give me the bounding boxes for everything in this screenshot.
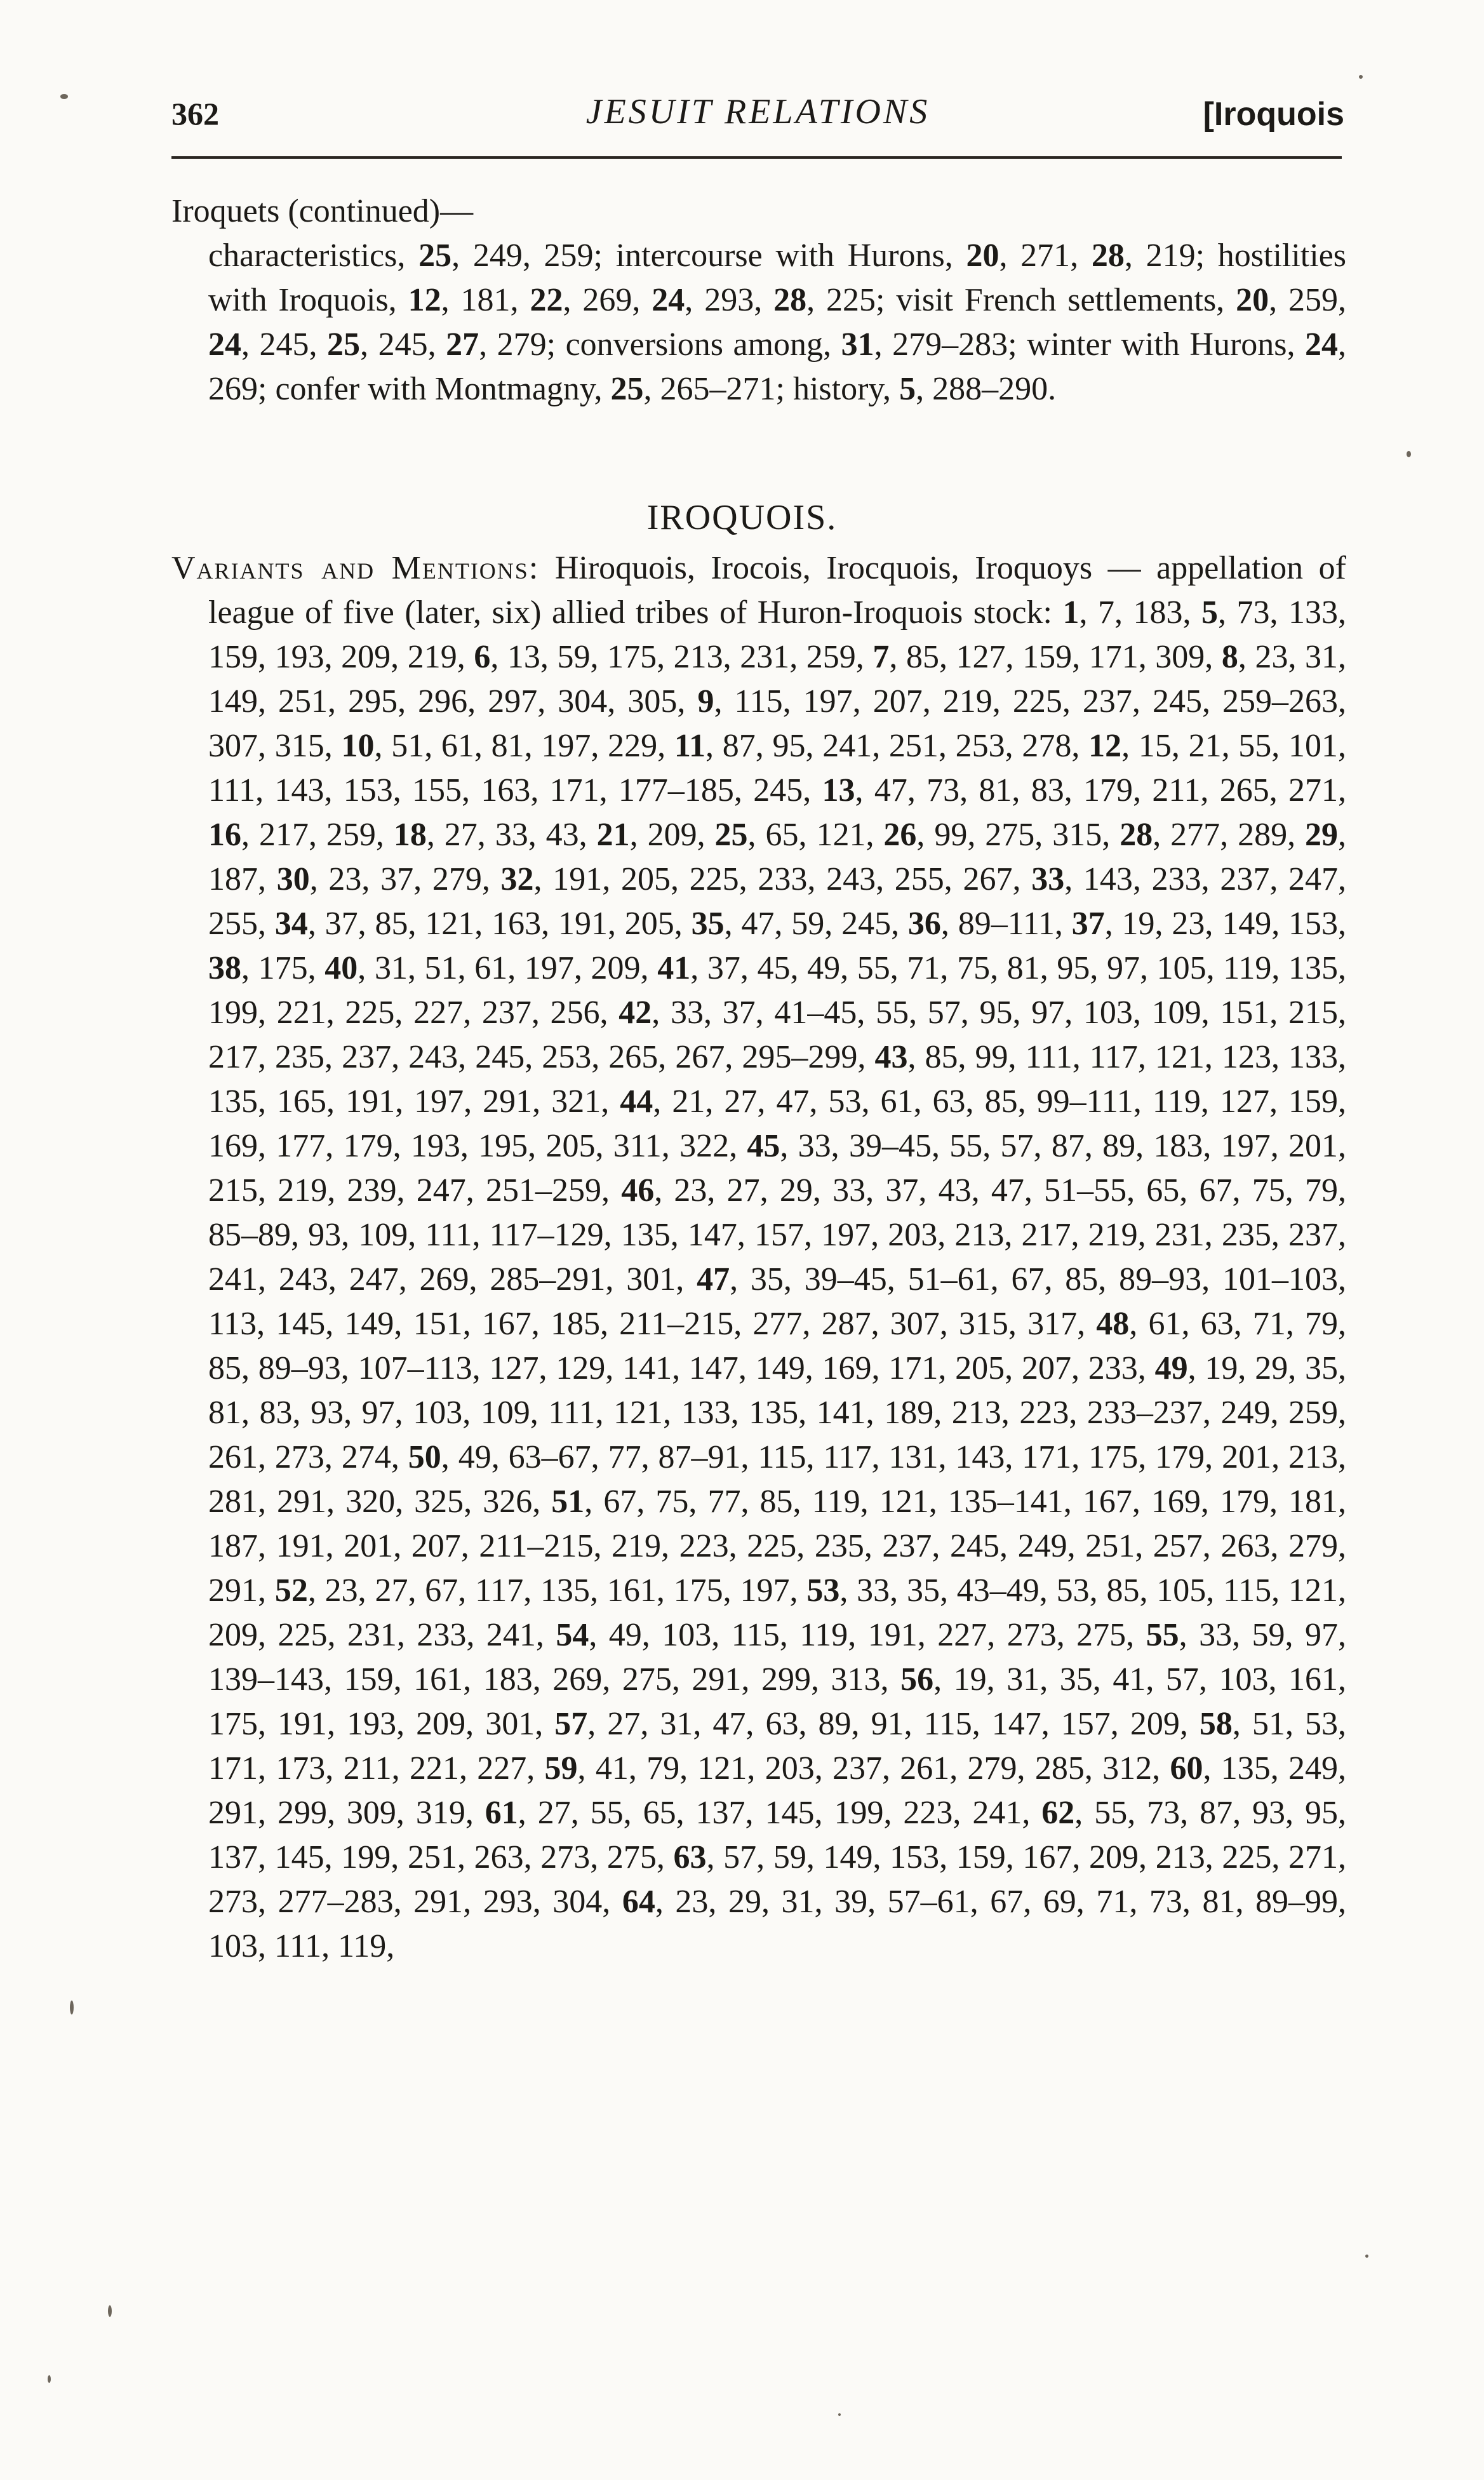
scan-speck xyxy=(838,2413,841,2416)
running-header xyxy=(171,92,1344,146)
scan-speck xyxy=(108,2305,112,2317)
section-title: IROQUOIS. xyxy=(646,498,838,537)
entry-label: Variants and Mentions: xyxy=(171,550,540,586)
entry-body: Hiroquois, Irocois, Irocquois, Iroquoys — appellation of league of five (later, six) allied tribes of Huron-Iroquois stock: 1, 7, 183, 5, 73, 133, 159, 193, 209, 219, 6, 13, 59, 175, 213, 231, 259, 7, 85, 127, 159, 171, 309, 8, 23, 31, 149, 251, 295, 296, 297, 304, 305, 9, 115, 197, 207, 219, 225, 237, 245, 259–263, 307, 315, 10, 51, 61, 81, 197, 229, 11, 87, 95, 241, 251, 253, 278, 12, 15, 21, 55, 101, 111, 143, 153, 155, 163, 171, 177–185, 245, 13, 47, 73, 81, 83, 179, 211, 265, 271, 16, 217, 259, 18, 27, 33, 43, 21, 209, 25, 65, 121, 26, 99, 275, 315, 28, 277, 289, 29, 187, 30, 23, 37, 279, 32, 191, 205, 225, 233, 243, 255, 267, 33, 143, 233, 237, 247, 255, 34, 37, 85, 121, 163, 191, 205, 35, 47, 59, 245, 36, 89–111, 37, 19, 23, 149, 153, 38, 175, 40, 31, 51, 61, 197, 209, 41, 37, 45, 49, 55, 71, 75, 81, 95, 97, 105, 119, 135, 199, 221, 225, 227, 237, 256, 42, 33, 37, 41–45, 55, 57, 95, 97, 103, 109, 151, 215, 217, 235, 237, 243, 245, 253, 265, 267, 295–299, 43, 85, 99, 111, 117, 121, 123, 133, 135, 165, 191, 197, 291, 321, 44, 21, 27, 47, 53, 61, 63, 85, 99–111, 119, 127, 159, 169, 177, 179, 193, 195, 205, 311, 322, 45, 33, 39–45, 55, 57, 87, 89, 183, 197, 201, 215, 219, 239, 247, 251–259, 46, 23, 27, 29, 33, 37, 43, 47, 51–55, 65, 67, 75, 79, 85–89, 93, 109, 111, 117–129, 135, 147, 157, 197, 203, 213, 217, 219, 231, 235, 237, 241, 243, 247, 269, 285–291, 301, 47, 35, 39–45, 51–61, 67, 85, 89–93, 101–103, 113, 145, 149, 151, 167, 185, 211–215, 277, 287, 307, 315, 317, 48, 61, 63, 71, 79, 85, 89–93, 107–113, 127, 129, 141, 147, 149, 169, 171, 205, 207, 233, 49, 19, 29, 35, 81, 83, 93, 97, 103, 109, 111, 121, 133, 135, 141, 189, 213, 223, 233–237, 249, 259, 261, 273, 274, 50, 49, 63–67, 77, 87–91, 115, 117, 131, 143, 171, 175, 179, 201, 213, 281, 291, 320, 325, 326, 51, 67, 75, 77, 85, 119, 121, 135–141, 167, 169, 179, 181, 187, 191, 201, 207, 211–215, 219, 223, 225, 235, 237, 245, 249, 251, 257, 263, 279, 291, 52, 23, 27, 67, 117, 135, 161, 175, 197, 53, 33, 35, 43–49, 53, 85, 105, 115, 121, 209, 225, 231, 233, 241, 54, 49, 103, 115, 119, 191, 227, 273, 275, 55, 33, 59, 97, 139–143, 159, 161, 183, 269, 275, 291, 299, 313, 56, 19, 31, 35, 41, 57, 103, 161, 175, 191, 193, 209, 301, 57, 27, 31, 47, 63, 89, 91, 115, 147, 157, 209, 58, 51, 53, 171, 173, 211, 221, 227, 59, 41, 79, 121, 203, 237, 261, 279, 285, 312, 60, 135, 249, 291, 299, 309, 319, 61, 27, 55, 65, 137, 145, 199, 223, 241, 62, 55, 73, 87, 93, 95, 137, 145, 199, 251, 263, 273, 275, 63, 57, 59, 149, 153, 159, 167, 209, 213, 225, 271, 273, 277–283, 291, 293, 304, 64, 23, 29, 31, 39, 57–61, 67, 69, 71, 73, 81, 89–99, 103, 111, 119, xyxy=(208,550,1347,1964)
scan-speck xyxy=(48,2375,51,2383)
index-entry-iroquets xyxy=(171,189,1346,412)
scan-speck xyxy=(1407,451,1411,457)
continuation-marker: [Iroquois xyxy=(1203,96,1344,133)
scan-speck xyxy=(1365,2255,1368,2258)
header-rule xyxy=(171,156,1342,159)
index-entry-iroquois xyxy=(171,546,1346,1969)
scan-speck xyxy=(1359,75,1363,79)
running-title: JESUIT RELATIONS xyxy=(585,92,930,131)
entry-heading: Iroquets (continued)— xyxy=(171,193,474,229)
scan-speck xyxy=(60,94,68,99)
entry-body: characteristics, 25, 249, 259; intercourse with Hurons, 20, 271, 28, 219; hostilities with Iroquois, 12, 181, 22, 269, 24, 293, 28, 225; visit French settlements, 20, 259, 24, 245, 25, 245, 27, 279; conversions among, 31, 279–283; winter with Hurons, 24, 269; confer with Montmagny, 25, 265–271; history, 5, 288–290. xyxy=(208,238,1347,407)
scan-speck xyxy=(70,2001,74,2014)
page-number: 362 xyxy=(171,96,219,131)
